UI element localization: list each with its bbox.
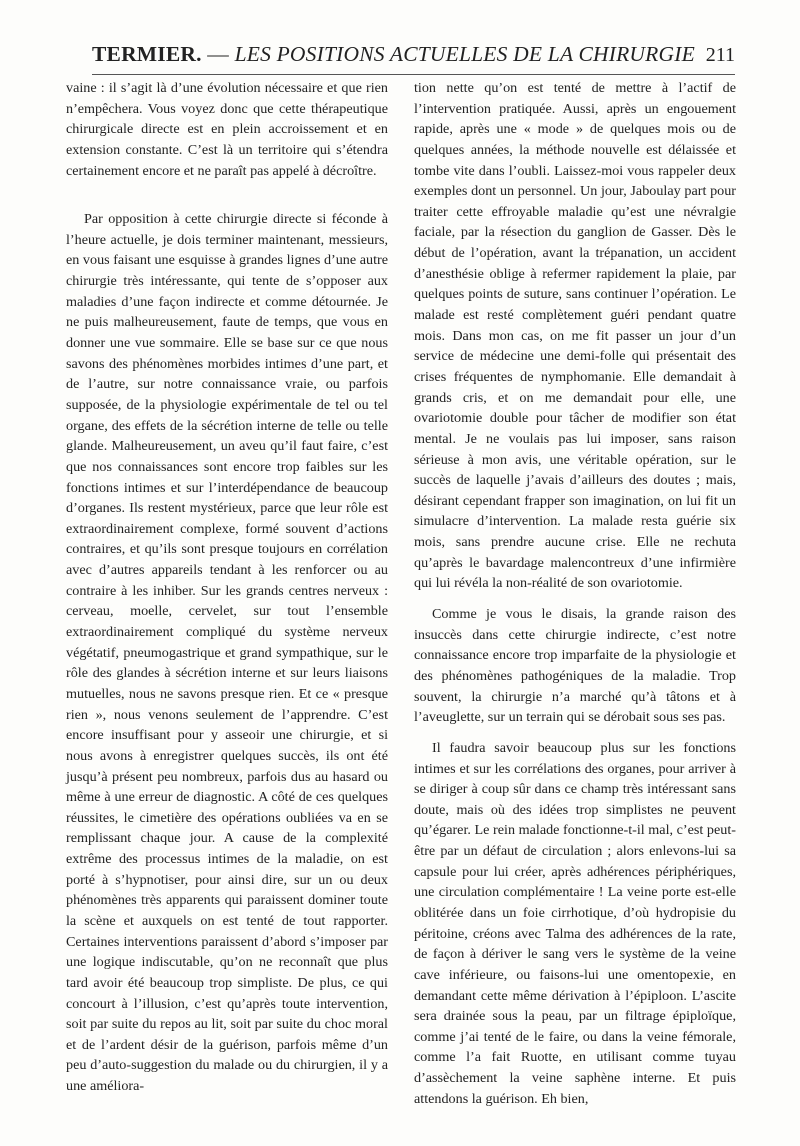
page-number: 211 [705,44,735,66]
paragraph: Il faudra savoir beaucoup plus sur les fonctions intimes et sur les corrélations des organes, pour arriver à se diriger à coup sûr dans ce champ très intéressant sans doute, mais où des idées trop simplistes ne peuvent qu’égarer. Le rein malade fonctionne-t-il mal, c’est peut-être par un défaut de circulation ; alors enlevons-lui sa capsule pour lui créer, après adhérences périphériques, une circulation complémentaire ! La veine porte est-elle oblitérée dans un foie cirrhotique, d’où hydropisie du péritoine, créons avec Talma des adhérences de la rate, de façon à dériver le sang vers le système de la veine cave inférieure, ou faisons-lui une omentopexie, en demandant cette même dérivation à l’épiploon. L’ascite sera drainée sous la peau, par un filtrage épiploïque, comme j’ai tenté de le faire, ou dans la veine fémorale, comme l’a fait Ruotte, en utilisant comme tuyau d’assèchement la veine saphène interne. Et puis attendons la guérison. Eh bien, [414,739,736,1107]
header-separator: — [201,42,235,66]
header-title [92,42,695,67]
header-topic: LES POSITIONS ACTUELLES DE LA CHIRURGIE [234,42,695,66]
running-header [92,40,735,75]
right-column [414,78,736,1109]
header-author: TERMIER. [92,42,202,66]
left-column [66,78,388,1097]
paragraph: Comme je vous le disais, la grande raison des insuccès dans cette chirurgie indirecte, c’est notre connaissance encore trop imparfaite de la physiologie et des phénomènes pathogéniques de la maladie. Trop souvent, la chirurgie n’a marché qu’à tâtons et à l’aveuglette, sur un terrain qui se dérobait sous ses pas. [414,606,736,726]
paragraph: tion nette qu’on est tenté de mettre à l’actif de l’intervention pratiquée. Aussi, après un engouement rapide, après une « mode » de quelques mois ou de quelques années, la méthode nouvelle est délaissée et tombe vite dans l’oubli. Laissez-moi vous rappeler deux exemples dont un personnel. Un jour, Jaboulay part pour traiter cette effroyable maladie qu’est une névralgie faciale, par la résection du ganglion de Gasser. Dès le début de l’opération, avant la trépanation, un accident d’anesthésie oblige à refermer rapidement la plaie, par quelques points de suture, sans continuer l’opération. Le malade est resté complètement guéri pendant quatre mois. Dans mon cas, on me fit passer un jour d’un service de médecine une demi-folle qui présentait des crises fréquentes de nymphomanie. Elle demandait à grands cris, et on me demandait pour elle, une ovariotomie double pour tâcher de modifier son état mental. Je ne voulais pas lui imposer, sans raison sérieuse à mon avis, une véritable opération, sur le succès de laquelle j’avais d’ailleurs des doutes ; mais, désirant cependant frapper son imagination, on lui fit un simulacre d’intervention. La malade resta guérie six mois, sans prendre aucune crise. Elle ne rechuta qu’après le bavardage malencontreux d’une infirmière qui lui révéla la non-réalité de son ovariotomie. [414,80,736,592]
paragraph: Par opposition à cette chirurgie directe si féconde à l’heure actuelle, je dois terminer maintenant, messieurs, en vous faisant une esquisse à grandes lignes d’une autre chirurgie très intéressante, qui tente de s’opposer aux maladies d’une façon indirecte et comme détournée. Je ne puis malheureusement, faute de temps, que vous en donner une vue sommaire. Elle se base sur ce que nous savons des phénomènes morbides intimes d’une part, et de l’autre, sur notre connaissance vraie, ou parfois supposée, de la physiologie expérimentale de tel ou tel organe, des effets de la sécrétion interne de telle ou telle glande. Malheureusement, un aveu qu’il faut faire, c’est que nos connaissances sont encore trop faibles sur les fonctions intimes et sur l’interdépendance de beaucoup d’organes. Ils restent mystérieux, parce que leur rôle est extraordinairement complexe, formé souvent d’actions contraires, et qu’ils sont presque toujours en corrélation avec d’autres appareils tendant à les renforcer ou au contraire à les inhiber. Sur les grands centres nerveux : cerveau, moelle, cervelet, sur tout l’ensemble extraordinairement compliqué du système nerveux végétatif, pneumogastrique et grand sympathique, sur le rôle des glandes à sécrétion interne et sur leurs liaisons mutuelles, nous ne savons presque rien. Et ce « presque rien », nous venons seulement de l’apprendre. C’est encore insuffisant pour y asseoir une chirurgie, et si nous avons à enregistrer quelques succès, ils ont été jusqu’à présent peu nombreux, parfois dus au hasard ou même à une erreur de diagnostic. A côté de ces quelques réussites, le cimetière des opérations oubliées va en se remplissant chaque jour. A cause de la complexité extrême des processus intimes de la maladie, on est porté à s’hypnotiser, pour ainsi dire, sur un ou deux phénomènes très apparents qui paraissent dominer toute la scène et auxquels on est tenté de tout rapporter. Certaines interventions paraissent d’abord s’imposer par une logique indiscutable, qu’on ne reconnaît que plus tard avoir été beaucoup trop simpliste. De plus, ce qui concourt à l’illusion, c’est qu’après toute intervention, soit par suite du repos au lit, soit par suite du choc moral et de l’ardent désir de la guérison, parfois même d’un peu d’auto-suggestion du malade ou du chirurgien, il y a une améliora- [66,211,388,1095]
paragraph: vaine : il s’agit là d’une évolution nécessaire et que rien n’empêchera. Vous voyez donc que cette thérapeutique chirurgicale directe est en plein accroissement et en extension constante. C’est là un territoire qui s’étendra certainement encore et ne paraît pas appelé à décroître. [66,80,388,179]
